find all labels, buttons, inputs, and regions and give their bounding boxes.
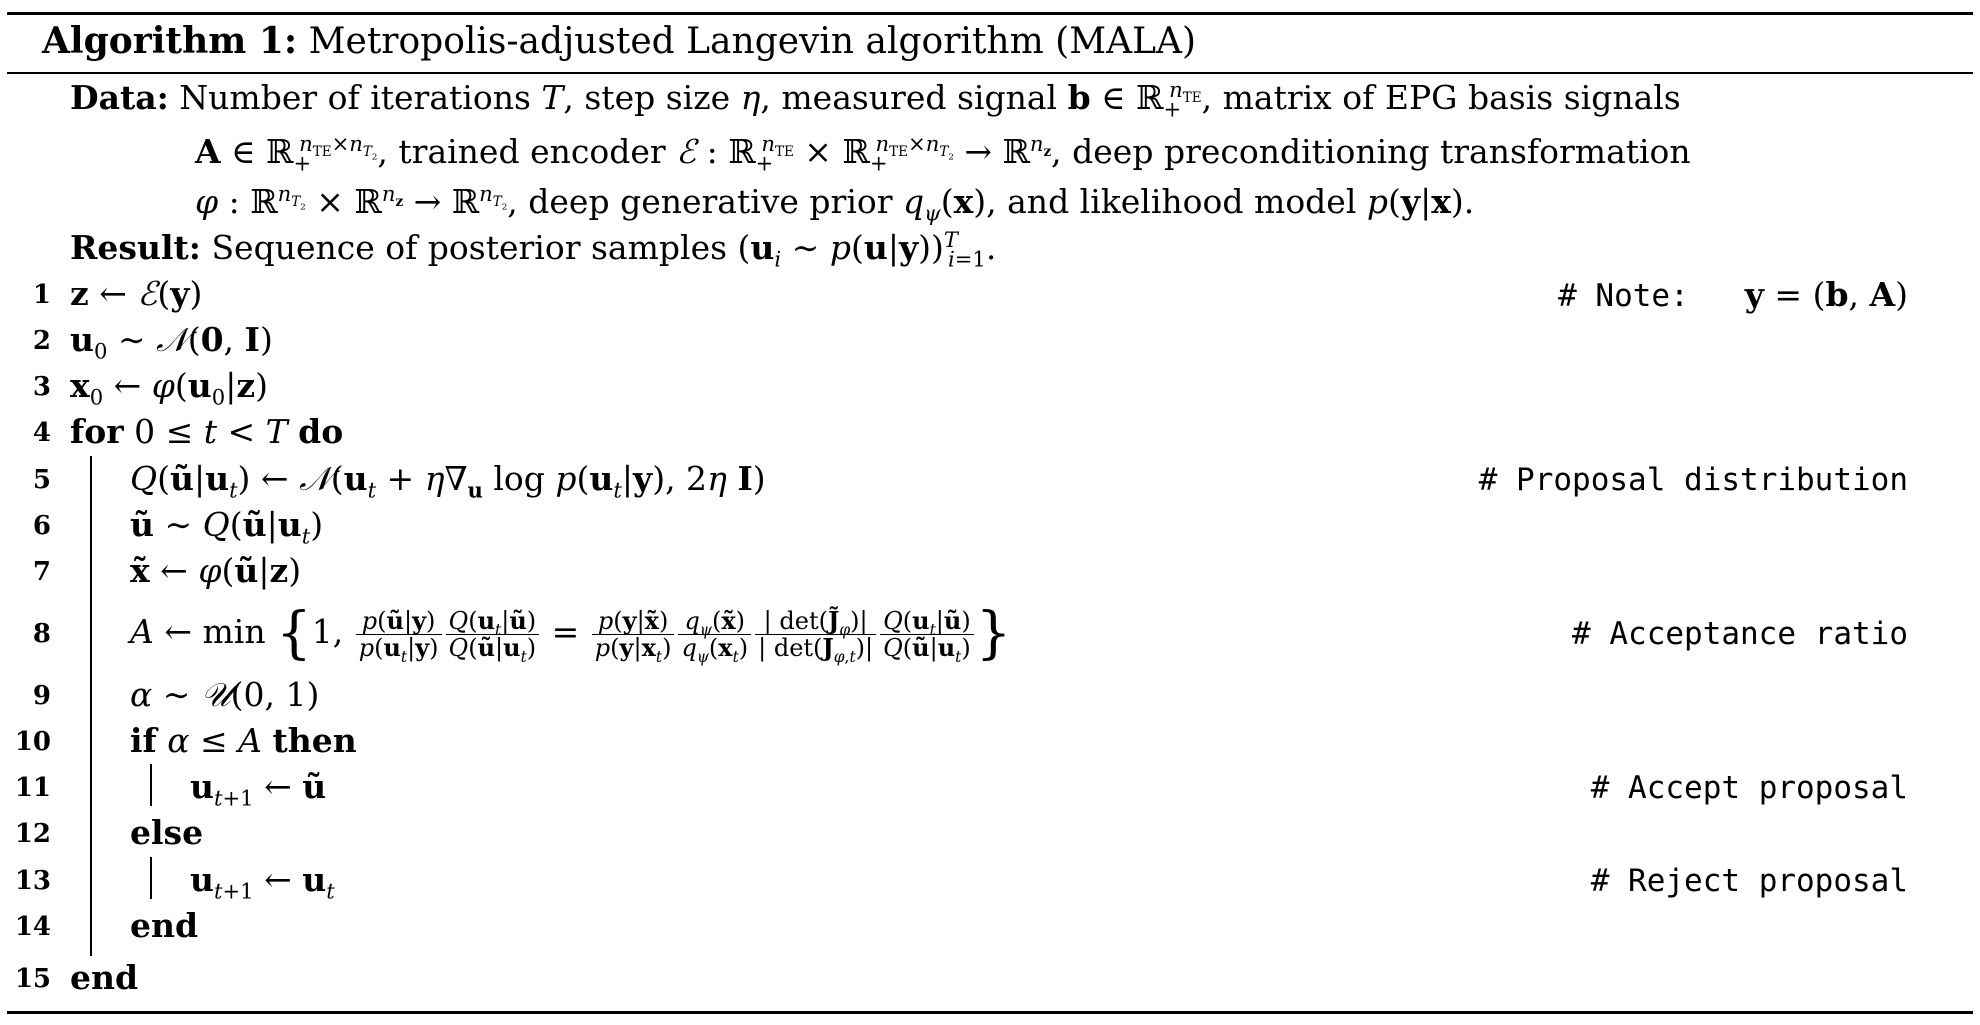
algorithm-line-7 [0, 548, 1980, 594]
line-code: end [70, 958, 139, 997]
line-code: ũ ∼ $Q(ũ|u_t)$ [130, 505, 324, 549]
algorithm-line-14 [0, 903, 1980, 949]
data-label: Data: [70, 78, 169, 117]
line-comment: # Accept proposal [1590, 770, 1908, 806]
line-number: 2 [32, 326, 51, 356]
line-number: 11 [14, 773, 51, 803]
line-code: $u_{t+1}$ ← ũ [190, 767, 327, 811]
algorithm-title [42, 18, 1196, 65]
line-number: 12 [14, 819, 51, 849]
top-rule [7, 12, 1973, 15]
algorithm-line-10 [0, 718, 1980, 764]
data-line-3: φ : ℝ$^{n_{T_2}}$ × ℝ$^{n_z}$ → ℝ$^{n_{T_2}}$, deep generative prior $q_\psi(x)$, and likelihood model p(y|x). [195, 181, 1475, 226]
algorithm-line-9 [0, 672, 1980, 718]
algorithm-line-11 [0, 764, 1980, 810]
header-rule [7, 72, 1973, 74]
line-comment: # Proposal distribution [1478, 462, 1908, 498]
line-code: else [130, 813, 204, 852]
line-code: A ← min {1, $\frac{p(ũ|y)}{p(u_t|y)}$ $\frac{Q(u_t|ũ)}{Q(ũ|u_t)}$ = $\frac{p(y|x̃)}{p(y|x_t)}$ $\frac{q_\psi(x̃)}{q_\psi(x_t)}$ $\frac{| \det(J̃_\varphi)|}{| \det(J_{\varphi,t})|}$ $\frac{Q(u_t|ũ)}{Q(ũ|u_t)}$ } [130, 601, 1012, 666]
line-comment: # Reject proposal [1590, 863, 1908, 899]
line-code: α ∼ 𝒰(0, 1) [130, 675, 320, 714]
result-label: Result: [70, 228, 201, 267]
line-comment: # Note: y = (b, A) [1558, 275, 1908, 314]
line-number: 3 [32, 372, 51, 402]
algorithm-line-2 [0, 317, 1980, 363]
algorithm-label: Algorithm 1: [42, 20, 298, 62]
bottom-rule [7, 1011, 1973, 1014]
for-block-bar [90, 456, 92, 956]
line-code: $x_0$ ← $\varphi(u_0|z)$ [70, 366, 268, 410]
algorithm-line-13 [0, 857, 1980, 903]
algorithm-line-6 [0, 502, 1980, 548]
algorithm-line-1 [0, 271, 1980, 317]
algorithm-name: Metropolis-adjusted Langevin algorithm (MALA) [308, 21, 1197, 62]
algorithm-line-5 [0, 456, 1980, 502]
line-code: end [130, 906, 199, 945]
data-line-1: Data: Number of iterations T, step size η, measured signal b ∈ ℝ$_+^{n_{TE}}$, matrix of EPG basis signals [70, 77, 1681, 122]
algorithm-line-15 [0, 955, 1980, 1001]
line-number: 4 [32, 418, 51, 448]
line-number: 9 [32, 681, 51, 711]
line-number: 7 [32, 557, 51, 587]
data-line-2: A ∈ ℝ$_+^{n_{TE}\times n_{T_2}}$, trained encoder ℰ : ℝ$_+^{n_{TE}}$ × ℝ$_+^{n_{TE}\times n_{T_2}}$ → ℝ$^{n_z}$, deep preconditioning transformation [195, 131, 1691, 176]
then-block-bar [150, 764, 152, 806]
algorithm-line-12 [0, 810, 1980, 856]
line-code: $u_{t+1}$ ← $u_t$ [190, 860, 335, 904]
line-number: 6 [32, 511, 51, 541]
line-number: 14 [14, 912, 51, 942]
line-comment: # Acceptance ratio [1572, 616, 1908, 652]
line-number: 1 [32, 280, 51, 310]
result-line: Result: Sequence of posterior samples ($u_i$ ∼ p(u|y))$^T_{i=1}$. [70, 227, 997, 272]
line-code: for 0 ≤ t < T do [70, 412, 344, 451]
line-code: if α ≤ A then [130, 721, 357, 760]
algorithm-line-3 [0, 363, 1980, 409]
algorithm-line-4 [0, 409, 1980, 455]
line-number: 8 [32, 619, 51, 649]
line-code: z ← ℰ(y) [70, 274, 203, 313]
line-number: 13 [14, 866, 51, 896]
line-number: 5 [32, 465, 51, 495]
line-number: 10 [14, 727, 51, 757]
line-code: $u_0$ ∼ 𝒩(0, I) [70, 320, 273, 364]
else-block-bar [150, 857, 152, 899]
line-code: x̃ ← φ(ũ|z) [130, 551, 302, 590]
algorithm-line-8 [0, 601, 1980, 666]
line-number: 15 [14, 964, 51, 994]
line-code: $Q(ũ|u_t)$ ← $𝒩(u_t + \eta\nabla_u$ $\log p(u_t|y)$, 2η I) [130, 459, 766, 503]
